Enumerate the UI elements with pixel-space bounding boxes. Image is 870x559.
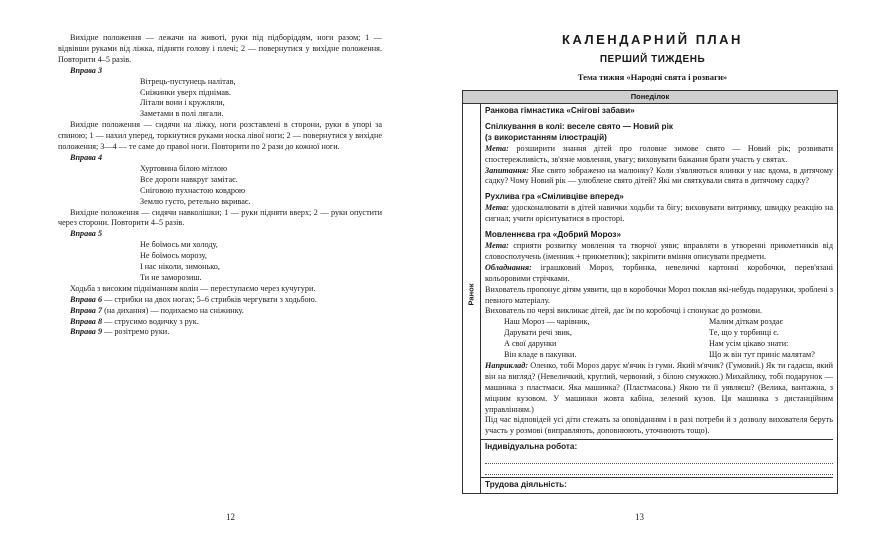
exercise-label: Вправа 7 bbox=[70, 305, 103, 315]
exercise-line bbox=[58, 306, 382, 317]
game2-paragraph: Під час відповідей усі діти стежать за оповіданням і в разі потреби й з дозволу вихователя беруть участь у розмові (виправляють, доповнюють, уточнюють тощо). bbox=[485, 415, 833, 436]
poem-line: Не боїмось ми холоду, bbox=[140, 240, 218, 250]
poem-line: Наш Мороз — чарівник, bbox=[504, 317, 590, 327]
paragraph: Вихідне положення — лежачи на животі, руки під підборіддям, ноги разом; 1 — відвівши руками від ліжка, підняти голову і плечі; 2 — повернутися у вихідне положення. Повторити 4–5 разів. bbox=[58, 33, 382, 64]
labor-activity-label: Трудова діяльність: bbox=[485, 480, 567, 490]
left-page-text bbox=[58, 33, 382, 338]
game1-title: Рухлива гра «Сміливціве вперед» bbox=[485, 192, 624, 202]
exercise-label: Вправа 8 bbox=[70, 316, 103, 326]
poem-line: Сніговою пухнастою ковдрою bbox=[140, 185, 246, 195]
poem bbox=[58, 164, 382, 208]
talk-questions bbox=[485, 166, 833, 188]
right-page bbox=[435, 0, 870, 559]
poem-line: Нам усім цікаво знати: bbox=[709, 339, 789, 349]
paragraph: Вихідне положення — сидячи навколішки; 1 — руки підняти вверх; 2 — руки опустити через сторони. Повторити 4–5 разів. bbox=[58, 207, 382, 228]
exercise-label: Вправа 9 bbox=[70, 327, 103, 337]
game1-section bbox=[485, 192, 833, 225]
poem-line: Хуртовина білою мітлою bbox=[140, 163, 228, 173]
poem-line: І нас ніколи, зимонько, bbox=[140, 262, 220, 272]
goal-text: сприяти розвитку мовлення та творчої уяви; вправляти в утворенні прикметників від словосполучень (іменник + прикметник); закріпити вміння описувати предмети. bbox=[485, 240, 833, 261]
paragraph: Ходьба з високим підніманням колін — переступаємо через кучугури. bbox=[70, 283, 316, 293]
game2-paragraph: Вихователь пропонує дітям уявити, що в коробочки Мороз поклав які-небудь подарунки, зроблені з певного матеріалу. bbox=[485, 284, 833, 305]
exercise-text: — струсимо водичку з рук. bbox=[102, 316, 199, 326]
game2-goal bbox=[485, 241, 833, 263]
page-title: КАЛЕНДАРНИЙ ПЛАН bbox=[562, 32, 743, 47]
talk-title: Спілкування в колі: веселе свято — Новий рік bbox=[485, 121, 673, 131]
page-number-left: 12 bbox=[226, 512, 235, 522]
poem-line: Землю густо, ретельно вкриває. bbox=[140, 196, 251, 206]
page-number-right: 13 bbox=[635, 512, 644, 522]
exercise-label: Вправа 6 bbox=[70, 294, 103, 304]
goal-label: Мета: bbox=[485, 203, 509, 213]
game2-equipment bbox=[485, 263, 833, 285]
questions-text: Яке свято зображено на малюнку? Коли з'являються ялинки у нас вдома, в дитячому садку? Чому Новий рік — улюблене свято дітей? Які ми святкували свята в дитячому садку? bbox=[485, 165, 833, 186]
fill-line bbox=[485, 453, 833, 464]
exercise-heading: Вправа 3 bbox=[70, 65, 103, 75]
poem-line: Ти не заморозиш. bbox=[140, 272, 202, 282]
divider bbox=[480, 439, 833, 440]
paragraph: Вихідне положення — сидячи на ліжку, ноги розставлені в сторони, руки в упорі за спиною; 1 — нахил уперед, торкнутися руками носка лівої ноги; 2 — повернутися у вихідне положення; 3—4 — те саме до правої ноги. Повторити по 2 рази до кожної ноги. bbox=[58, 120, 382, 152]
poem-line: Дарувати речі звик, bbox=[504, 328, 572, 338]
exercise-heading: Вправа 4 bbox=[70, 152, 103, 162]
talk-title-note: (з використанням ілюстрацій) bbox=[485, 132, 607, 142]
morning-gym-title: Ранкова гімнастика «Снігові забави» bbox=[485, 106, 635, 115]
goal-label: Мета: bbox=[485, 240, 509, 250]
poem-line: Він кладе в пакунки. bbox=[504, 350, 577, 360]
poem-line: А свої дарунки bbox=[504, 339, 557, 349]
morning-cell bbox=[485, 106, 833, 491]
talk-section bbox=[485, 122, 833, 187]
poem-line: Все дороги навкруг замітає. bbox=[140, 174, 238, 184]
example-label: Наприклад: bbox=[485, 360, 529, 370]
goal-text: розширити знання дітей про головне зимове свято — Новий рік; розвивати спостережливість, зв'язне мовлення, увагу; виховувати бажання брати участь у святах. bbox=[485, 143, 833, 164]
poem-line: Сніжинки уверх піднімав. bbox=[140, 87, 231, 97]
game1-goal bbox=[485, 203, 833, 225]
week-subtitle: ПЕРШИЙ ТИЖДЕНЬ bbox=[599, 54, 706, 65]
side-rail bbox=[463, 104, 481, 493]
exercise-text: — розітремо руки. bbox=[102, 327, 170, 337]
divider bbox=[480, 477, 833, 478]
poem-line: Те, що у торбинці є. bbox=[709, 328, 779, 338]
talk-goal bbox=[485, 144, 833, 166]
poem bbox=[58, 240, 382, 284]
game2-title: Мовленнєва гра «Добрий Мороз» bbox=[485, 230, 622, 240]
game2-section bbox=[485, 230, 833, 437]
game2-paragraph: Вихователь по черзі викликає дітей, дає їм по коробочці і спонукає до розмови. bbox=[485, 306, 763, 316]
poem-line: Заметами в полі лягали. bbox=[140, 109, 224, 119]
exercise-text: — стрибки на двох ногах; 5–6 стрибків чергувати з ходьбою. bbox=[102, 294, 317, 304]
exercise-line bbox=[58, 327, 382, 338]
goal-label: Мета: bbox=[485, 143, 509, 153]
poem-line: Не боїмось морозу, bbox=[140, 251, 207, 261]
poem-line: Вітрець-пустунець налітав, bbox=[140, 76, 236, 86]
exercise-line bbox=[58, 317, 382, 328]
example-text: Оленко, тобі Мороз дарує м'ячик із гуми. Який м'ячик? (Гумовий.) Як ти гадаєш, який він на вигляд? (Невеличкий, круглий, червоний, з білою смужкою.) Михайлику, тобі подарунок — машинка з пластмаси. Яка машинка? (Пластмасова.) Якою ти її уявляєш? (Велика, вантажна, з міцним кузовом. У машинки жовта кабіна, зелений кузов. Ця машинка з дистанційним управлінням.) bbox=[485, 360, 833, 414]
poem-line: Літали вони і кружляли, bbox=[140, 98, 225, 108]
exercise-text: (на дихання) — подихаємо на сніжинку. bbox=[102, 305, 244, 315]
equipment-label: Обладнання: bbox=[485, 262, 532, 272]
week-theme: Тема тижня «Народні свята і розваги» bbox=[577, 72, 728, 82]
plan-table bbox=[462, 90, 838, 494]
game2-example bbox=[485, 361, 833, 416]
table-header-day: Понеділок bbox=[463, 91, 837, 104]
goal-text: удосконалювати в дітей навички ходьби та бігу; виховувати витримку, швидку реакцію на сигнал; учити орієнтуватися в просторі. bbox=[485, 203, 833, 224]
exercise-heading: Вправа 5 bbox=[70, 229, 103, 239]
poem-line: Малим діткам роздає bbox=[709, 317, 784, 327]
side-label-morning: Ранок bbox=[466, 283, 476, 306]
exercise-line bbox=[58, 295, 382, 306]
game2-poem bbox=[485, 317, 833, 361]
fill-line bbox=[485, 464, 833, 475]
poem-line: Що ж він тут приніс малятам? bbox=[709, 350, 815, 360]
equipment-text: іграшковий Мороз, торбинка, невеличкі картонні коробочки, перев'язані кольоровими стрічками. bbox=[485, 262, 833, 283]
poem bbox=[58, 77, 382, 121]
questions-label: Запитання: bbox=[485, 165, 529, 175]
individual-work-label: Індивідуальна робота: bbox=[485, 442, 578, 452]
